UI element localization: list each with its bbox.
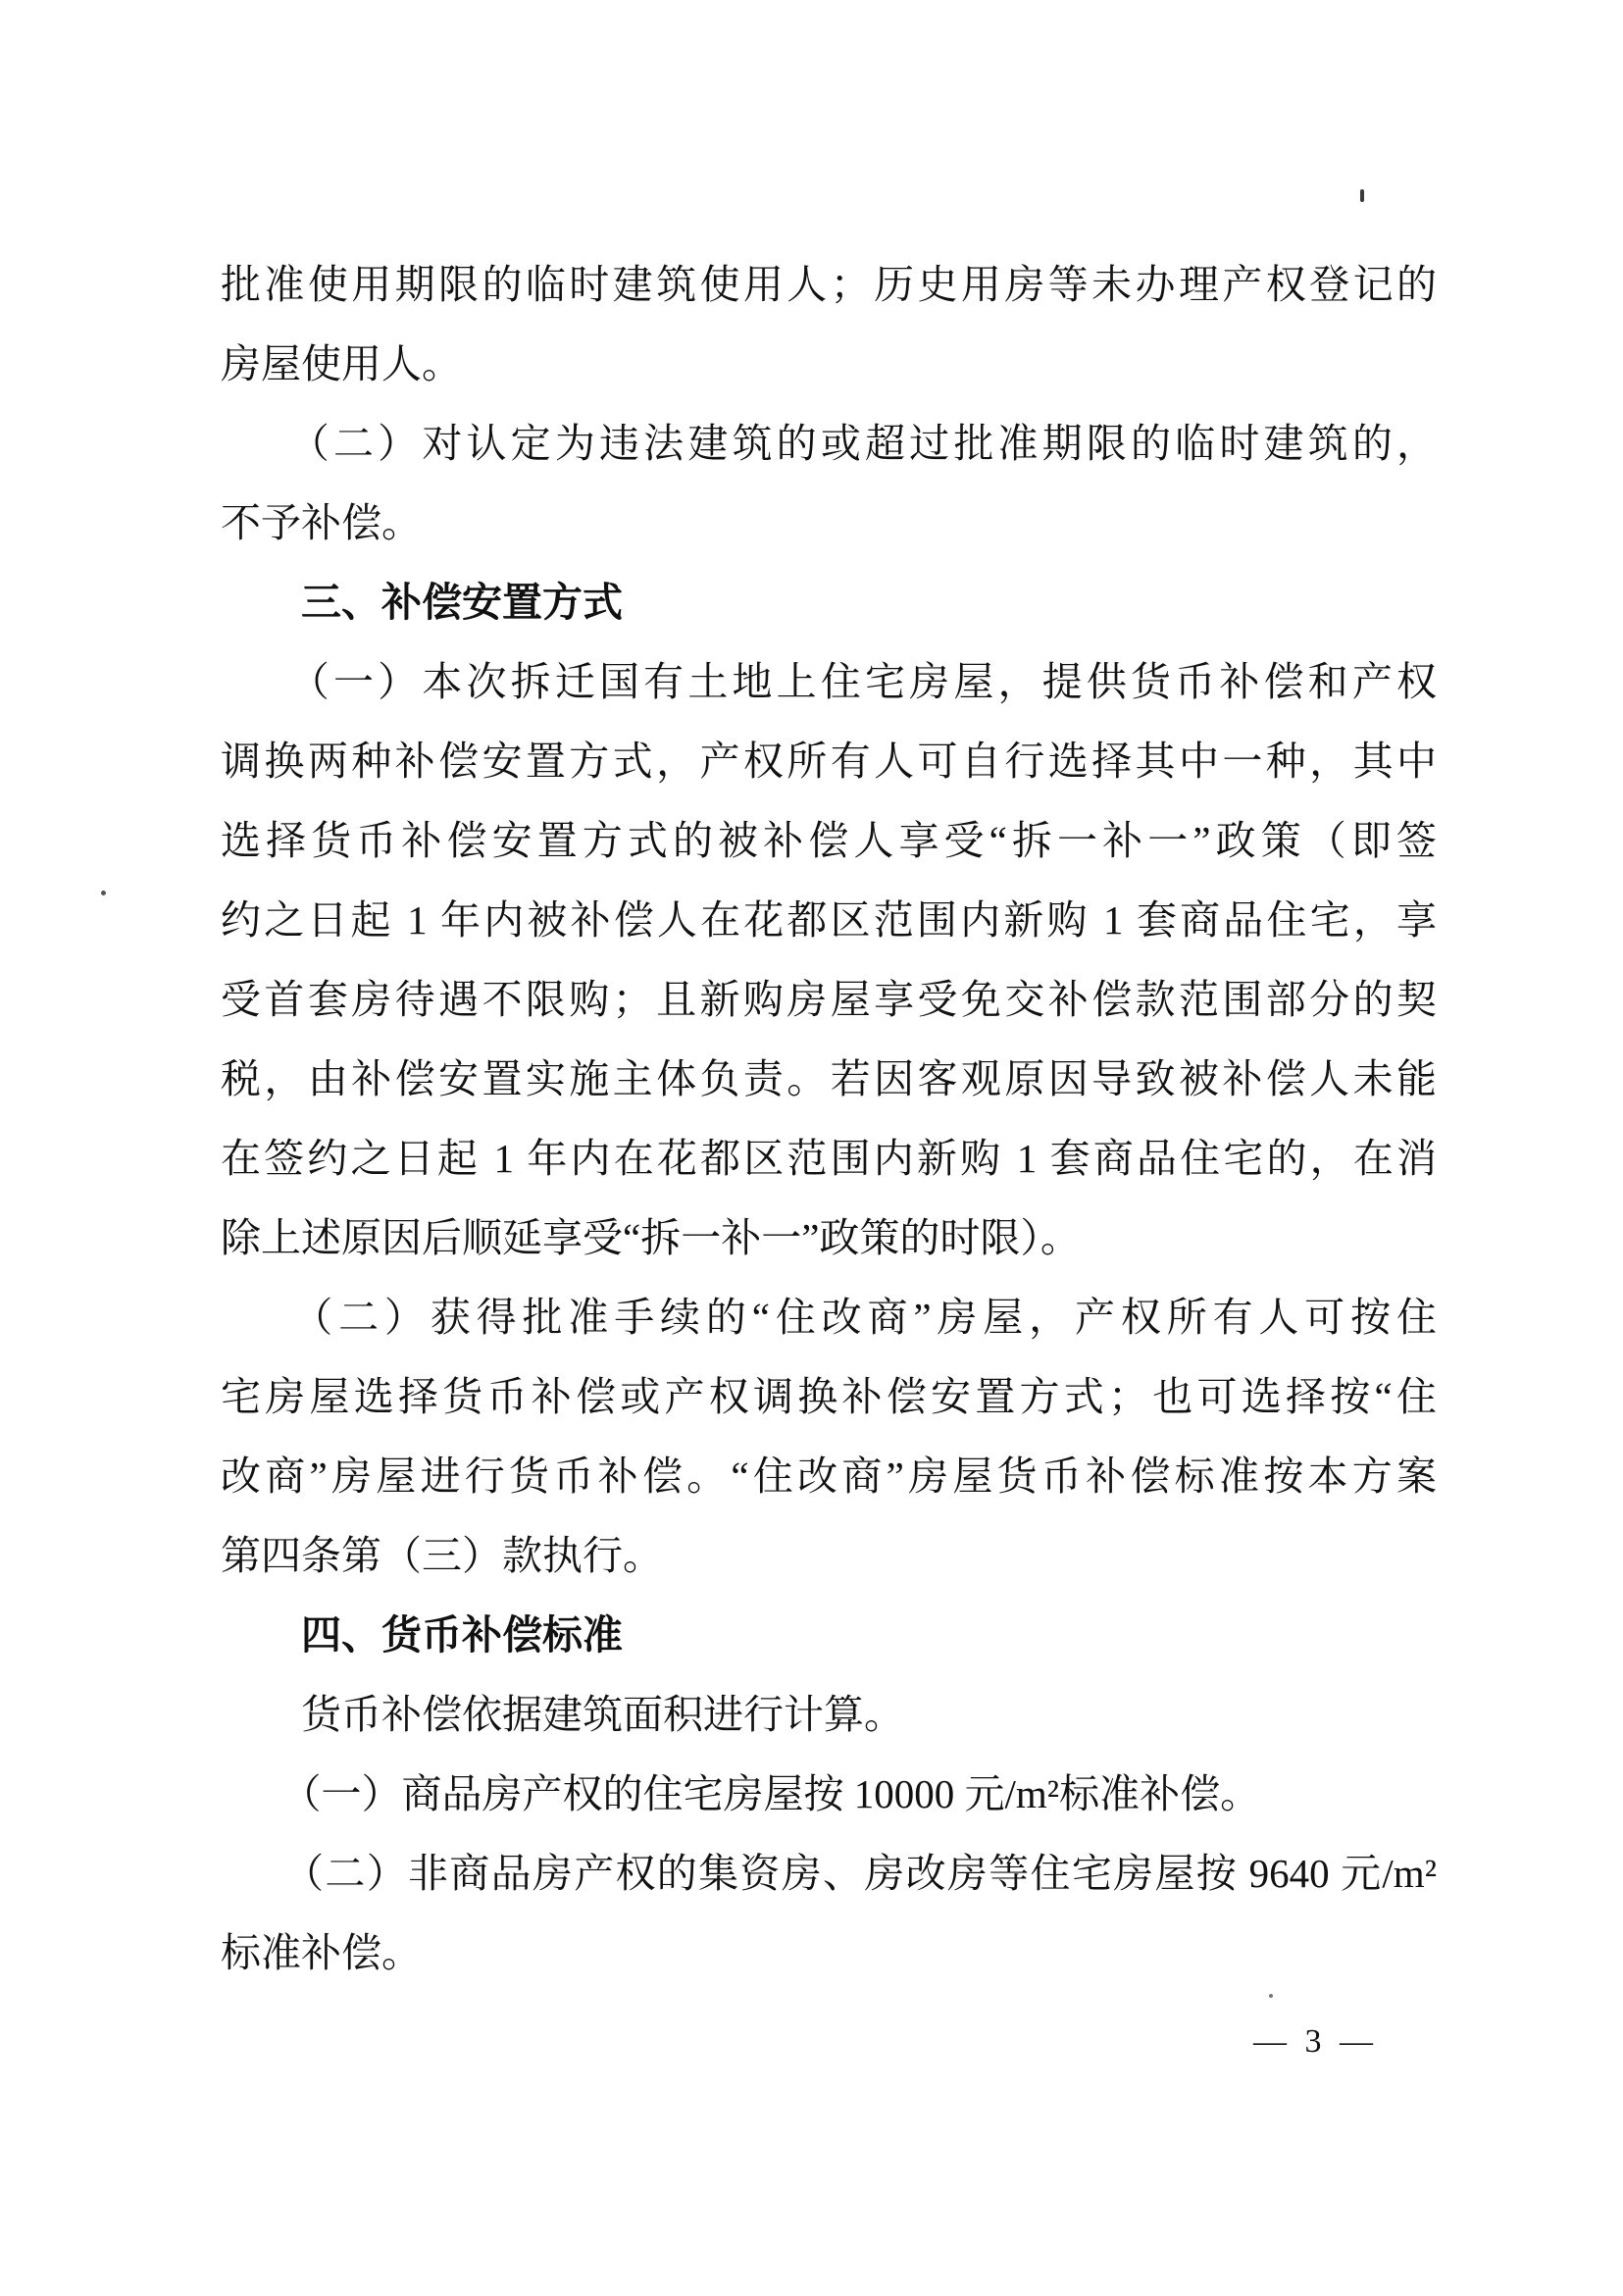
text-line: （二）获得批准手续的“住改商”房屋，产权所有人可按住	[221, 1295, 1437, 1340]
text-line: 改商”房屋进行货币补偿。“住改商”房屋货币补偿标准按本方案	[221, 1454, 1437, 1499]
scan-speck	[1269, 1994, 1273, 1998]
text-line: 税，由补偿安置实施主体负责。若因客观原因导致被补偿人未能	[221, 1056, 1437, 1101]
page-number: — 3 —	[1253, 2023, 1378, 2060]
text-line: 货币补偿依据建筑面积进行计算。	[221, 1692, 904, 1737]
text-line: 约之日起 1 年内被补偿人在花都区范围内新购 1 套商品住宅，享	[221, 897, 1437, 943]
section-heading: 四、货币补偿标准	[221, 1612, 623, 1658]
text-line: 不予补偿。	[221, 500, 422, 545]
text-line: 调换两种补偿安置方式，产权所有人可自行选择其中一种，其中	[221, 739, 1437, 784]
text-line: （一）商品房产权的住宅房屋按 10000 元/m²标准补偿。	[221, 1771, 1261, 1816]
text-line: 批准使用期限的临时建筑使用人；历史用房等未办理产权登记的	[221, 262, 1437, 307]
text-line: （二）非商品房产权的集资房、房改房等住宅房屋按 9640 元/m²	[221, 1851, 1437, 1896]
section-heading: 三、补偿安置方式	[221, 580, 623, 625]
text-line: 宅房屋选择货币补偿或产权调换补偿安置方式；也可选择按“住	[221, 1374, 1437, 1419]
text-line: 在签约之日起 1 年内在花都区范围内新购 1 套商品住宅的，在消	[221, 1136, 1437, 1181]
text-line: 标准补偿。	[221, 1930, 422, 1975]
text-line: （一）本次拆迁国有土地上住宅房屋，提供货币补偿和产权	[221, 659, 1437, 704]
text-line: 受首套房待遇不限购；且新购房屋享受免交补偿款范围部分的契	[221, 977, 1437, 1022]
scan-speck	[1360, 189, 1364, 202]
document-body	[221, 245, 1437, 1993]
text-line: 第四条第（三）款执行。	[221, 1533, 663, 1578]
text-line: 除上述原因后顺延享受“拆一补一”政策的时限）。	[221, 1215, 1081, 1260]
scan-speck	[101, 891, 106, 895]
text-line: 房屋使用人。	[221, 341, 462, 386]
text-line: 选择货币补偿安置方式的被补偿人享受“拆一补一”政策（即签	[221, 818, 1437, 863]
text-line: （二）对认定为违法建筑的或超过批准期限的临时建筑的，	[221, 421, 1437, 466]
